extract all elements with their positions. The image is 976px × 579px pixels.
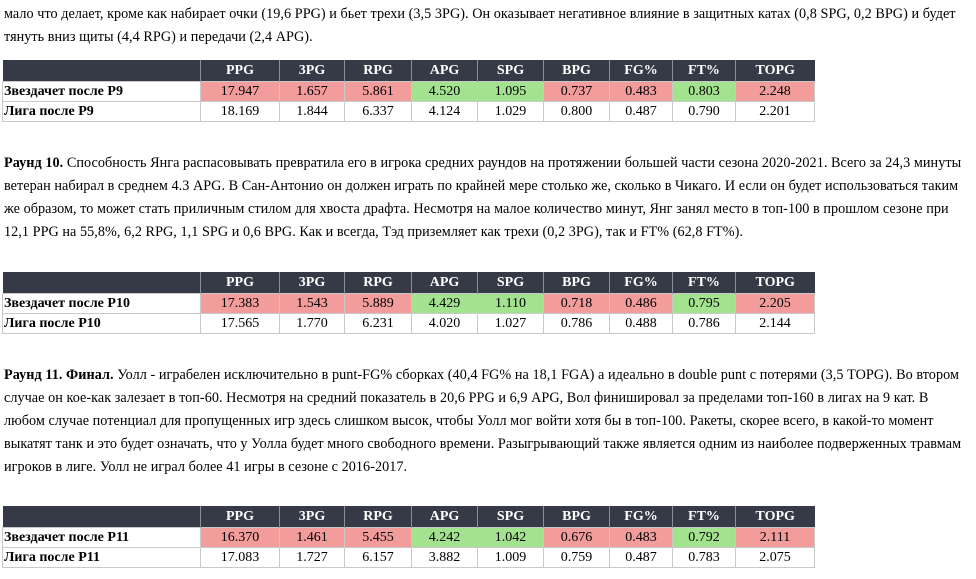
stat-cell: 1.009 xyxy=(478,548,544,568)
stat-cell: 0.795 xyxy=(673,294,736,314)
stat-cell: 16.370 xyxy=(201,528,280,548)
row-label: Звездачет после Р11 xyxy=(3,528,201,548)
table-row xyxy=(3,528,815,548)
column-header: RPG xyxy=(345,60,412,82)
stat-cell: 1.727 xyxy=(280,548,345,568)
table-row xyxy=(3,548,815,568)
stat-cell: 18.169 xyxy=(201,102,280,122)
table-header-row xyxy=(3,272,815,294)
round11-text: Уолл - играбелен исключительно в punt-FG% сборках (40,4 FG% на 18,1 FGA) а идеально в double punt с потерями (3,5 TOPG). Во втором случае он кое-как залезает в топ-60. Несмотря на средний показатель в 20,6 PPG и 6,9 APG, Вол финишировал за пределами топ-160 в лигах на 9 кат. В любом случае потенциал для пропущенных игр здесь слишком высок, чтобы Уолл мог войти хотя бы в топ-100. Ракеты, скорее всего, в какой-то момент выкатят танк и это будет означать, что у Уолла будет много свободного времени. Разыгрывающий также является одним из наиболее подверженных травмам игроков в лиге. Уолл не играл более 41 игры в сезоне с 2016-2017. xyxy=(4,367,962,475)
row-label: Лига после Р10 xyxy=(3,314,201,334)
intro-text: мало что делает, кроме как набирает очки (19,6 PPG) и бьет трехи (3,5 3PG). Он оказывает негативное влияние в защитных катах (0,8 SPG, 0,2 BPG) и будет тянуть вниз щиты (4,4 RPG) и передачи (2,4 APG). xyxy=(4,6,956,45)
column-header: APG xyxy=(412,60,478,82)
column-header: 3PG xyxy=(280,506,345,528)
stat-cell: 0.786 xyxy=(673,314,736,334)
stat-cell: 17.383 xyxy=(201,294,280,314)
column-header: PPG xyxy=(201,272,280,294)
stat-cell: 17.083 xyxy=(201,548,280,568)
stat-cell: 0.718 xyxy=(544,294,610,314)
stat-cell: 0.792 xyxy=(673,528,736,548)
stat-cell: 1.095 xyxy=(478,82,544,102)
column-header: PPG xyxy=(201,60,280,82)
stat-cell: 1.110 xyxy=(478,294,544,314)
stat-cell: 2.205 xyxy=(736,294,815,314)
header-corner-cell xyxy=(3,272,201,294)
column-header: RPG xyxy=(345,272,412,294)
column-header: FG% xyxy=(610,272,673,294)
stat-cell: 5.861 xyxy=(345,82,412,102)
stat-cell: 5.889 xyxy=(345,294,412,314)
stat-cell: 2.111 xyxy=(736,528,815,548)
stat-cell: 2.075 xyxy=(736,548,815,568)
header-corner-cell xyxy=(3,506,201,528)
column-header: APG xyxy=(412,506,478,528)
table-row xyxy=(3,82,815,102)
stats-table-r11 xyxy=(2,506,815,568)
header-corner-cell xyxy=(3,60,201,82)
table-row xyxy=(3,294,815,314)
stat-cell: 1.029 xyxy=(478,102,544,122)
intro-paragraph xyxy=(4,3,972,49)
stat-cell: 4.020 xyxy=(412,314,478,334)
stat-cell: 0.486 xyxy=(610,294,673,314)
column-header: SPG xyxy=(478,272,544,294)
table-row xyxy=(3,314,815,334)
stat-cell: 1.461 xyxy=(280,528,345,548)
column-header: BPG xyxy=(544,60,610,82)
column-header: APG xyxy=(412,272,478,294)
stat-cell: 0.487 xyxy=(610,548,673,568)
stat-cell: 4.124 xyxy=(412,102,478,122)
stat-cell: 1.770 xyxy=(280,314,345,334)
stat-cell: 4.429 xyxy=(412,294,478,314)
stat-cell: 6.231 xyxy=(345,314,412,334)
stat-cell: 4.242 xyxy=(412,528,478,548)
row-label: Звездачет после Р10 xyxy=(3,294,201,314)
column-header: PPG xyxy=(201,506,280,528)
stat-cell: 0.483 xyxy=(610,528,673,548)
column-header: SPG xyxy=(478,60,544,82)
stat-cell: 2.248 xyxy=(736,82,815,102)
stat-cell: 1.543 xyxy=(280,294,345,314)
stat-cell: 0.483 xyxy=(610,82,673,102)
column-header: SPG xyxy=(478,506,544,528)
column-header: BPG xyxy=(544,506,610,528)
table-row xyxy=(3,102,815,122)
stat-cell: 1.027 xyxy=(478,314,544,334)
column-header: RPG xyxy=(345,506,412,528)
column-header: BPG xyxy=(544,272,610,294)
round11-paragraph xyxy=(4,364,972,479)
column-header: FT% xyxy=(673,60,736,82)
stat-cell: 17.947 xyxy=(201,82,280,102)
column-header: FG% xyxy=(610,60,673,82)
row-label: Лига после Р9 xyxy=(3,102,201,122)
round10-text: Способность Янга распасовывать превратила его в игрока средних раундов на протяжении большей части сезона 2020-2021. Всего за 24,3 минуты ветеран набирал в среднем 4.3 APG. В Сан-Антонио он должен играть по крайней мере столько же, сколько в Чикаго. И если он будет использоваться таким же образом, то может стать приличным стилом для хвоста драфта. Несмотря на малое количество минут, Янг занял место в топ-100 в прошлом сезоне при 12,1 PPG на 55,8%, 6,2 RPG, 1,1 SPG и 0,6 BPG. Как и всегда, Тэд приземляет как трехи (0,2 3PG), так и FT% (62,8 FT%). xyxy=(4,155,962,240)
stat-cell: 2.144 xyxy=(736,314,815,334)
column-header: TOPG xyxy=(736,506,815,528)
stat-cell: 1.042 xyxy=(478,528,544,548)
stat-cell: 0.803 xyxy=(673,82,736,102)
stat-cell: 0.790 xyxy=(673,102,736,122)
round10-heading: Раунд 10. xyxy=(4,155,64,171)
stat-cell: 2.201 xyxy=(736,102,815,122)
stat-cell: 0.800 xyxy=(544,102,610,122)
stat-cell: 17.565 xyxy=(201,314,280,334)
stat-cell: 3.882 xyxy=(412,548,478,568)
stat-cell: 0.786 xyxy=(544,314,610,334)
stats-table-r10 xyxy=(2,272,815,334)
round10-paragraph xyxy=(4,152,972,244)
stat-cell: 1.657 xyxy=(280,82,345,102)
stat-cell: 0.759 xyxy=(544,548,610,568)
stat-cell: 6.157 xyxy=(345,548,412,568)
stat-cell: 4.520 xyxy=(412,82,478,102)
round11-heading: Раунд 11. Финал. xyxy=(4,367,114,383)
stat-cell: 0.487 xyxy=(610,102,673,122)
stats-table-r9 xyxy=(2,60,815,122)
stat-cell: 0.676 xyxy=(544,528,610,548)
stat-cell: 0.488 xyxy=(610,314,673,334)
column-header: FG% xyxy=(610,506,673,528)
column-header: 3PG xyxy=(280,272,345,294)
stat-cell: 0.783 xyxy=(673,548,736,568)
stat-cell: 1.844 xyxy=(280,102,345,122)
column-header: FT% xyxy=(673,272,736,294)
row-label: Звездачет после Р9 xyxy=(3,82,201,102)
stat-cell: 0.737 xyxy=(544,82,610,102)
row-label: Лига после Р11 xyxy=(3,548,201,568)
column-header: TOPG xyxy=(736,60,815,82)
table-header-row xyxy=(3,506,815,528)
stat-cell: 5.455 xyxy=(345,528,412,548)
column-header: 3PG xyxy=(280,60,345,82)
column-header: TOPG xyxy=(736,272,815,294)
stat-cell: 6.337 xyxy=(345,102,412,122)
table-header-row xyxy=(3,60,815,82)
column-header: FT% xyxy=(673,506,736,528)
